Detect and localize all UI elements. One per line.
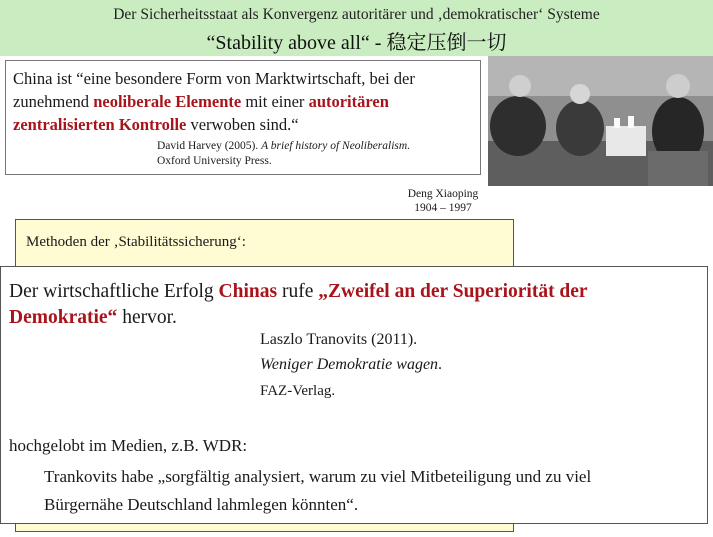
quote-highlight-1: neoliberale Elemente	[93, 92, 242, 111]
source-author: David Harvey (2005).	[157, 140, 262, 152]
overlay-highlight-1: Chinas	[218, 281, 278, 302]
harvey-quote-box	[5, 60, 481, 175]
harvey-source	[157, 139, 410, 169]
overlay-highlight-2: „Zweifel an der Superiorität der Demokratie“	[9, 281, 588, 328]
methods-title: Methoden der ‚Stabilitätssicherung‘:	[26, 234, 246, 250]
overlay-text-1: Der wirtschaftliche Erfolg	[9, 281, 219, 302]
cite-publisher: FAZ-Verlag.	[260, 383, 336, 399]
cite-title-line	[260, 356, 442, 374]
praise-text: hochgelobt im Medien, z.B. WDR:	[9, 436, 248, 455]
quote-text-3: verwoben sind.“	[186, 115, 299, 134]
overlay-text-2: rufe	[277, 281, 319, 302]
source-title: A brief history of Neoliberalism.	[261, 140, 411, 152]
cite-title: Weniger Demokratie wagen	[260, 356, 439, 373]
quote-text-1: China ist “eine besondere Form von Marktwirtschaft, bei der zunehmend	[13, 69, 415, 111]
source-publisher: Oxford University Press.	[157, 155, 272, 167]
header-title: Der Sicherheitsstaat als Konvergenz autoritärer und ‚demokratischer‘ Systeme	[113, 6, 600, 23]
slide-header	[0, 0, 713, 56]
caption-name: Deng Xiaoping	[407, 188, 479, 200]
deng-xiaoping-photo	[488, 56, 713, 186]
tranovits-box	[0, 266, 708, 524]
caption-years: 1904 – 1997	[414, 202, 472, 214]
tranovits-quote	[9, 279, 699, 331]
cite-title-end: .	[438, 356, 443, 373]
cite-author: Laszlo Tranovits (2011).	[260, 331, 418, 348]
wdr-quote-line-1: Trankovits habe „sorgfältig analysiert, warum zu viel Mitbeteiligung und zu viel	[44, 467, 592, 486]
quote-text-2: mit einer	[241, 92, 309, 111]
header-subtitle: “Stability above all“ - 稳定压倒一切	[206, 32, 507, 54]
quote-highlight-2: autoritären zentralisierten Kontrolle	[13, 92, 389, 134]
overlay-text-3: hervor.	[117, 307, 177, 328]
harvey-quote	[13, 67, 473, 136]
photo-caption	[398, 187, 488, 215]
wdr-quote-line-2: Bürgernähe Deutschland lahmlegen könnten“.	[44, 495, 359, 514]
photo-illustration	[488, 56, 713, 186]
